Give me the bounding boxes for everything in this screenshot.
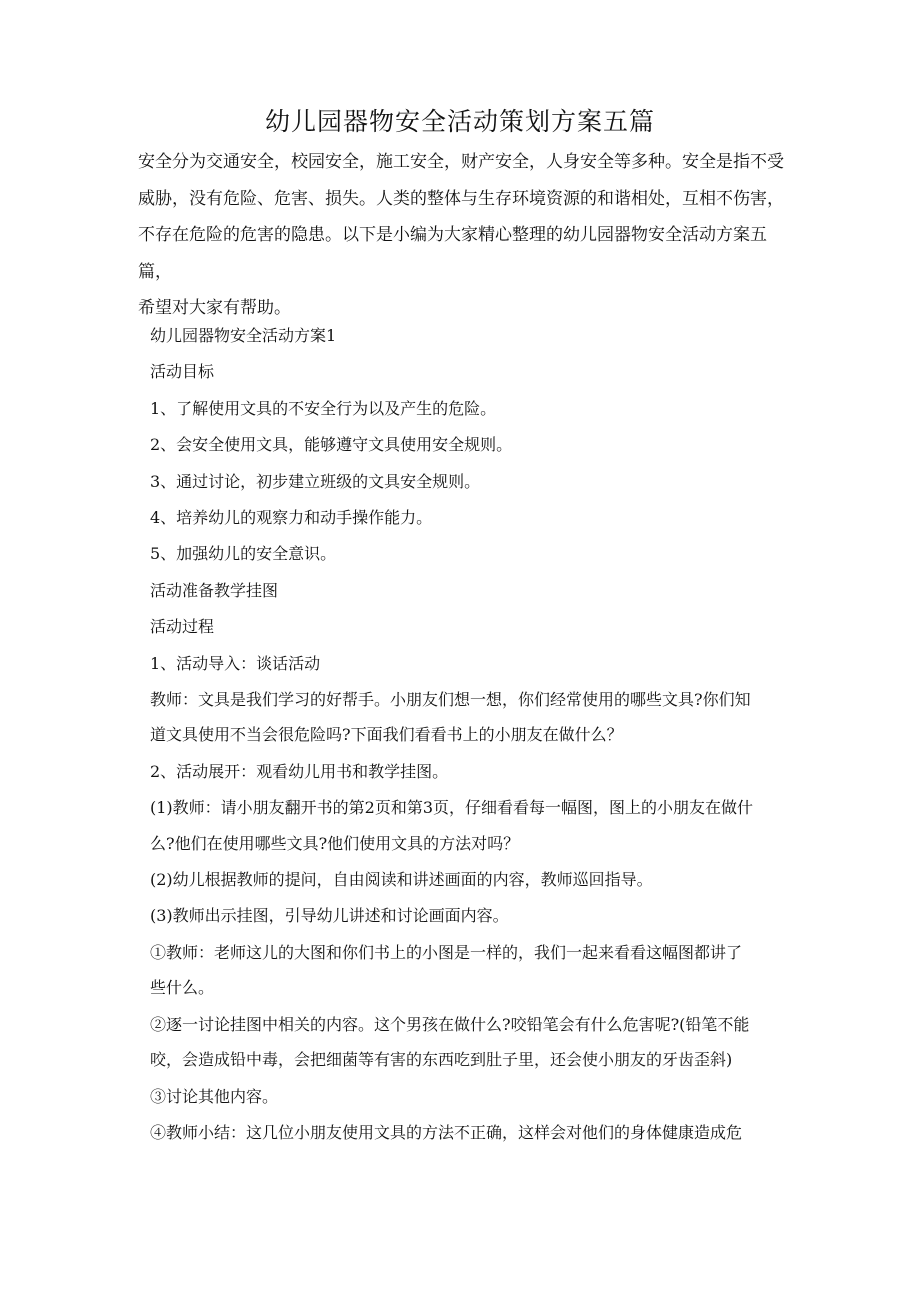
sub1-paragraph <box>150 795 790 857</box>
intro-line: 希望对大家有帮助。 <box>138 298 291 318</box>
circ4-line: ④教师小结：这几位小朋友使用文具的方法不正确，这样会对他们的身体健康造成危 <box>150 1123 743 1143</box>
paragraph-line: 么?他们在使用哪些文具?他们使用文具的方法对吗？ <box>150 833 520 853</box>
sub2-line: (2)幼儿根据教师的提问，自由阅读和讲述画面的内容，教师巡回指导。 <box>150 870 653 890</box>
goal-item: 4、培养幼儿的观察力和动手操作能力。 <box>150 507 433 527</box>
paragraph-line: 些什么。 <box>150 978 215 998</box>
paragraph-line: ①教师：老师这儿的大图和你们书上的小图是一样的，我们一起来看看这幅图都讲了 <box>150 942 743 962</box>
sub3-line: (3)教师出示挂图，引导幼儿讲述和讨论画面内容。 <box>150 906 509 926</box>
intro-line: 威胁，没有危险、危害、损失。人类的整体与生存环境资源的和谐相处，互相不伤害， <box>138 188 784 209</box>
process-heading: 活动过程 <box>150 617 215 637</box>
step1-paragraph <box>150 687 790 749</box>
paragraph-line: 教师：文具是我们学习的好帮手。小朋友们想一想，你们经常使用的哪些文具?你们知 <box>150 689 751 709</box>
paragraph-line: 道文具使用不当会很危险吗?下面我们看看书上的小朋友在做什么？ <box>150 725 623 745</box>
paragraph-line: 咬，会造成铅中毒，会把细菌等有害的东西吃到肚子里，还会使小朋友的牙齿歪斜) <box>150 1050 733 1070</box>
preparation-line: 活动准备教学挂图 <box>150 580 279 600</box>
circ3-line: ③讨论其他内容。 <box>150 1086 279 1106</box>
circ2-paragraph <box>150 1012 790 1074</box>
goal-item: 3、通过讨论，初步建立班级的文具安全规则。 <box>150 471 481 491</box>
goal-item: 1、了解使用文具的不安全行为以及产生的危险。 <box>150 398 497 418</box>
goal-item: 5、加强幼儿的安全意识。 <box>150 544 337 564</box>
intro-line: 安全分为交通安全，校园安全，施工安全，财产安全，人身安全等多种。安全是指不受 <box>138 152 784 172</box>
document-title: 幼儿园器物安全活动策划方案五篇 <box>264 107 655 136</box>
goals-heading: 活动目标 <box>150 362 215 382</box>
step2-heading: 2、活动展开：观看幼儿用书和教学挂图。 <box>150 761 449 781</box>
goal-item: 2、会安全使用文具，能够遵守文具使用安全规则。 <box>150 435 513 455</box>
document-body <box>150 323 790 1156</box>
circ1-paragraph <box>150 940 790 1002</box>
section-heading: 幼儿园器物安全活动方案1 <box>150 326 337 345</box>
paragraph-line: (1)教师：请小朋友翻开书的第2页和第3页，仔细看看每一幅图，图上的小朋友在做什 <box>150 798 754 818</box>
intro-paragraph <box>138 144 788 327</box>
step1-heading: 1、活动导入：谈话活动 <box>150 653 321 673</box>
paragraph-line: ②逐一讨论挂图中相关的内容。这个男孩在做什么?咬铅笔会有什么危害呢?(铅笔不能 <box>150 1014 750 1034</box>
intro-line: 不存在危险的危害的隐患。以下是小编为大家精心整理的幼儿园器物安全活动方案五篇， <box>138 225 767 282</box>
